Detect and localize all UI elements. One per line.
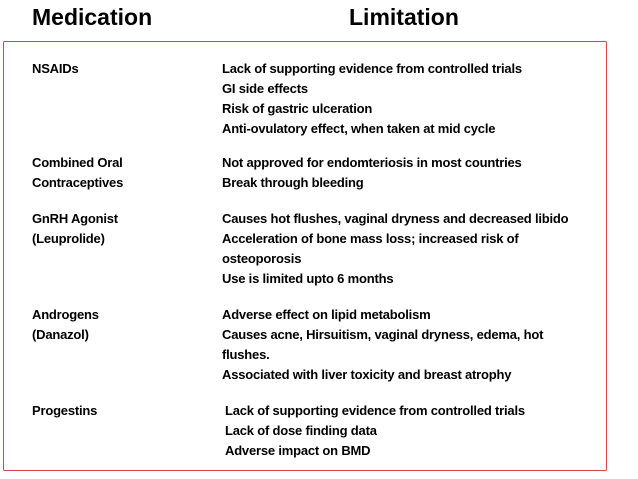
medication-column-header: Medication xyxy=(32,4,153,30)
medication-cell xyxy=(32,209,212,249)
limitation-column-header: Limitation xyxy=(349,4,459,30)
limitation-cell xyxy=(222,153,612,193)
medication-cell xyxy=(32,59,212,79)
medication-name: NSAIDs xyxy=(32,61,79,76)
limitation-line: Acceleration of bone mass loss; increased risk of xyxy=(222,231,519,246)
limitation-cell xyxy=(222,209,612,289)
medication-name: Contraceptives xyxy=(32,175,124,190)
limitation-line: Causes acne, Hirsuitism, vaginal dryness, edema, hot xyxy=(222,327,544,342)
limitation-cell xyxy=(225,401,615,461)
limitation-line: Lack of dose finding data xyxy=(225,423,377,438)
limitation-line: Adverse effect on lipid metabolism xyxy=(222,307,431,322)
limitation-line: Risk of gastric ulceration xyxy=(222,101,373,116)
limitation-line: GI side effects xyxy=(222,81,308,96)
medication-name: Androgens xyxy=(32,307,99,322)
limitation-cell xyxy=(222,59,612,139)
medication-cell xyxy=(32,401,212,421)
limitation-line: osteoporosis xyxy=(222,251,302,266)
medication-name: (Danazol) xyxy=(32,327,89,342)
limitation-line: Break through bleeding xyxy=(222,175,364,190)
limitation-line: Lack of supporting evidence from controlled trials xyxy=(225,403,525,418)
limitation-line: Associated with liver toxicity and breast atrophy xyxy=(222,367,512,382)
medication-name: (Leuprolide) xyxy=(32,231,105,246)
limitation-cell xyxy=(222,305,612,385)
medication-name: Combined Oral xyxy=(32,155,123,170)
limitation-line: Use is limited upto 6 months xyxy=(222,271,394,286)
medication-name: GnRH Agonist xyxy=(32,211,118,226)
limitation-line: Lack of supporting evidence from controlled trials xyxy=(222,61,522,76)
limitation-line: flushes. xyxy=(222,347,270,362)
medication-name: Progestins xyxy=(32,403,98,418)
medication-cell xyxy=(32,153,212,193)
limitation-line: Anti-ovulatory effect, when taken at mid cycle xyxy=(222,121,496,136)
limitation-line: Adverse impact on BMD xyxy=(225,443,371,458)
limitation-line: Causes hot flushes, vaginal dryness and decreased libido xyxy=(222,211,569,226)
medication-cell xyxy=(32,305,212,345)
limitation-line: Not approved for endomteriosis in most countries xyxy=(222,155,522,170)
